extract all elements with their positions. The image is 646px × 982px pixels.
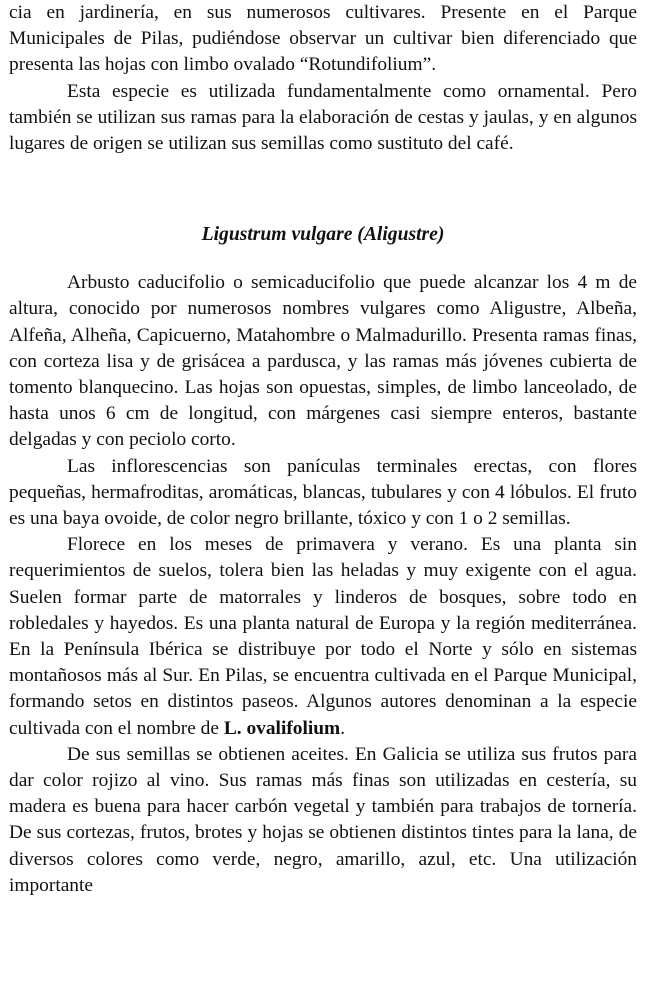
section-paragraph-4: De sus semillas se obtienen aceites. En Galicia se utiliza sus frutos para dar color rojizo al vino. Sus ramas más finas son utilizadas en cestería, su madera es buena para hacer carbón vegetal y también para trabajos de tornería. De sus cortezas, frutos, brotes y hojas se obtienen distintos tintes para la lana, de diversos colores como verde, negro, amarillo, azul, etc. Una utilización importante [9, 743, 637, 896]
intro-paragraph-1: cia en jardinería, en sus numerosos cultivares. Presente en el Parque Municipales de Pilas, pudiéndose observar un cultivar bien diferenciado que presenta las hojas con limbo ovalado “Rotundifolium”. [9, 2, 637, 76]
section-spacer [9, 157, 637, 222]
section-paragraph-2: Las inflorescencias son panículas terminales erectas, con flores pequeñas, hermafroditas, aromáticas, blancas, tubulares y con 4 lóbulos. El fruto es una baya ovoide, de color negro brillante, tóxico y con 1 o 2 semillas. [9, 455, 637, 530]
species-name: L. ovalifolium [223, 717, 341, 739]
intro-paragraph-2: Esta especie es utilizada fundamentalmente como ornamental. Pero también se utilizan sus ramas para la elaboración de cestas y jaulas, y en algunos lugares de origen se utilizan sus semillas como sustituto del café. [9, 80, 637, 155]
heading-spacer [9, 248, 637, 270]
section-paragraph-1: Arbusto caducifolio o semicaducifolio que puede alcanzar los 4 m de altura, conocido por numerosos nombres vulgares como Aligustre, Albeña, Alfeña, Alheña, Capicuerno, Matahombre o Malmadurillo. Presenta ramas finas, con corteza lisa y de grisácea a pardusca, y las ramas más jóvenes cubierta de tomento blanquecino. Las hojas son opuestas, simples, de limbo lanceolado, de hasta unos 6 cm de longitud, con márgenes casi siempre enteros, bastante delgadas y con peciolo corto. [9, 272, 637, 451]
document-page [9, 0, 637, 899]
paragraph-3-text: Florece en los meses de primavera y verano. Es una planta sin requerimientos de suelos, tolera bien las heladas y muy exigente con el agua. Suelen formar parte de matorrales y linderos de bosques, sobre todo en robledales y hayedos. Es una planta natural de Europa y la región mediterránea. En la Península Ibérica se distribuye por todo el Norte y sólo en sistemas montañosos más al Sur. En Pilas, se encuentra cultivada en el Parque Municipal, formando setos en distintos paseos. Algunos autores denominan a la especie cultivada con el nombre de [9, 534, 637, 739]
section-title: Ligustrum vulgare (Aligustre) [201, 224, 445, 246]
section-paragraph-3 [9, 532, 637, 742]
paragraph-3-end: . [340, 717, 346, 739]
